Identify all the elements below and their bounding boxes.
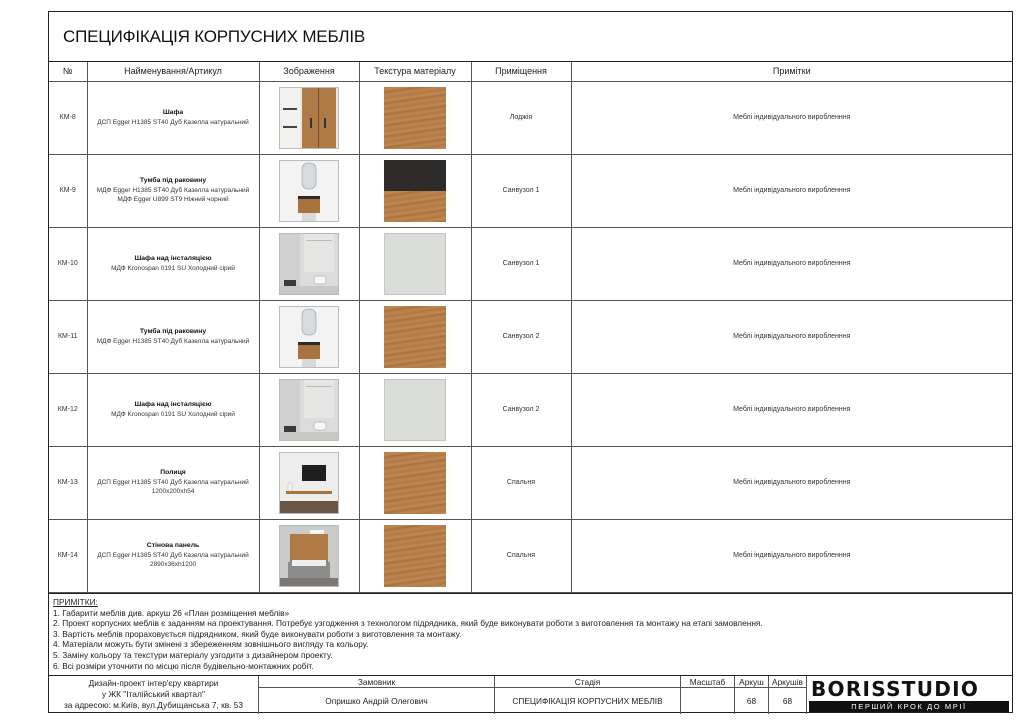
item-note: Меблі індивідуального виробленння (571, 373, 1012, 446)
image-cell (259, 154, 359, 227)
vanity-photo (279, 306, 339, 368)
item-name-cell (87, 300, 259, 373)
scale-value (681, 688, 735, 714)
title-block (49, 675, 1012, 713)
table-row (49, 519, 1012, 592)
stage-value: СПЕЦИФІКАЦІЯ КОРПУСНИХ МЕБЛІВ (495, 688, 681, 714)
sheets-value: 68 (769, 688, 807, 714)
item-material: МДФ Kronospan 0191 SU Холодний сірий (111, 410, 235, 418)
note-line: 5. Заміну кольору та текстури матеріалу узгодити з дизайнером проекту. (53, 649, 333, 660)
sheet-label: Аркуш (735, 676, 769, 688)
header-room: Приміщення (471, 62, 571, 81)
item-title: Шафа (162, 108, 184, 116)
item-room: Спальня (471, 446, 571, 519)
project-line: Дизайн-проект інтер'єру квартири (88, 678, 219, 688)
image-cell (259, 81, 359, 154)
note-line: 4. Матеріали можуть бути змінені з збереженням зовнішнього вигляду та кольору. (53, 639, 369, 650)
spec-sheet (48, 11, 1013, 713)
texture-cell (359, 373, 471, 446)
sheets-label: Аркушів (769, 676, 807, 688)
item-name-cell (87, 519, 259, 592)
item-room: Лоджія (471, 81, 571, 154)
item-name-cell (87, 373, 259, 446)
item-code: КМ-11 (49, 300, 87, 373)
cold-grey-swatch (384, 379, 446, 441)
bathroom-cabinet-photo (279, 379, 339, 441)
item-note: Меблі індивідуального виробленння (571, 446, 1012, 519)
bedroom-panel-photo (279, 525, 339, 587)
project-line: за адресою: м.Київ, вул.Дубищанська 7, кв. 53 (64, 700, 243, 710)
item-title: Тумба під раковину (139, 177, 207, 185)
table-header-row (49, 62, 1012, 81)
item-material: ДСП Egger H1385 ST40 Дуб Казелла натуральний (97, 479, 249, 486)
texture-cell (359, 227, 471, 300)
note-line: 1. Габарити меблів див. аркуш 26 «План розміщення меблів» (53, 607, 290, 618)
spec-table (49, 62, 1012, 593)
oak-wood-swatch (384, 452, 446, 514)
logo-tagline: ПЕРШИЙ КРОК ДО МРІЇ (809, 701, 1009, 712)
table-row (49, 227, 1012, 300)
notes-block (49, 593, 1012, 675)
title-bar (49, 12, 1012, 62)
header-no: № (49, 62, 87, 81)
item-note: Меблі індивідуального виробленння (571, 227, 1012, 300)
item-material: МДФ Kronospan 0191 SU Холодний сірий (111, 264, 235, 272)
client-value: Опришко Андрій Олегович (259, 688, 495, 714)
texture-cell (359, 154, 471, 227)
texture-cell (359, 300, 471, 373)
header-texture: Текстура матеріалу (359, 62, 471, 81)
project-info (49, 676, 259, 714)
table-row (49, 154, 1012, 227)
item-material: 2890х36хh1200 (149, 561, 197, 569)
page-title: СПЕЦИФІКАЦІЯ КОРПУСНИХ МЕБЛІВ (63, 27, 366, 46)
studio-logo (807, 676, 1012, 714)
item-room: Спальня (471, 519, 571, 592)
item-code: КМ-13 (49, 446, 87, 519)
item-title: Шафа над інсталяцією (134, 400, 212, 408)
note-line: 2. Проект корпусних меблів є заданням на проектування. Потребує узгодження з технологом підрядника, який буде виконувати роботи з виготовлення та монтажу на етапі замовлення. (53, 618, 763, 629)
oak-wood-swatch (384, 525, 446, 587)
item-room: Санвузол 2 (471, 373, 571, 446)
table-row (49, 446, 1012, 519)
notes-title: ПРИМІТКИ: (53, 597, 98, 607)
item-material: МДФ Egger U899 ST9 Ніжний чорний (117, 196, 229, 204)
item-name-cell (87, 154, 259, 227)
header-name: Найменування/Артикул (87, 62, 259, 81)
item-room: Санвузол 2 (471, 300, 571, 373)
item-code: КМ-12 (49, 373, 87, 446)
sheet-value: 68 (735, 688, 769, 714)
item-room: Санвузол 1 (471, 227, 571, 300)
item-note: Меблі індивідуального виробленння (571, 519, 1012, 592)
scale-label: Масштаб (681, 676, 735, 688)
item-title: Стінова панель (146, 542, 200, 550)
table-row (49, 300, 1012, 373)
oak-wood-swatch (384, 306, 446, 368)
vanity-photo (279, 160, 339, 222)
header-image: Зображення (259, 62, 359, 81)
cold-grey-swatch (384, 233, 446, 295)
table-row (49, 81, 1012, 154)
item-material: ДСП Egger H1385 ST40 Дуб Казелла натуральний (97, 552, 249, 559)
image-cell (259, 446, 359, 519)
item-note: Меблі індивідуального виробленння (571, 154, 1012, 227)
item-note: Меблі індивідуального виробленння (571, 81, 1012, 154)
item-name-cell (87, 81, 259, 154)
item-material: ДСП Egger H1385 ST40 Дуб Казелла натуральний (97, 118, 249, 126)
image-cell (259, 519, 359, 592)
item-code: КМ-8 (49, 81, 87, 154)
item-code: КМ-14 (49, 519, 87, 592)
bathroom-cabinet-photo (279, 233, 339, 295)
client-label: Замовник (259, 676, 495, 688)
item-code: КМ-9 (49, 154, 87, 227)
item-room: Санвузол 1 (471, 154, 571, 227)
wardrobe-photo (279, 87, 339, 149)
item-material: МДФ Egger H1385 ST40 Дуб Казелла натуральний (96, 187, 250, 194)
item-name-cell (87, 227, 259, 300)
texture-cell (359, 446, 471, 519)
texture-cell (359, 519, 471, 592)
project-line: у ЖК "Італійський квартал" (102, 689, 205, 699)
item-note: Меблі індивідуального виробленння (571, 300, 1012, 373)
item-title: Тумба під раковину (139, 327, 207, 335)
item-title: Полиця (160, 469, 186, 477)
logo-name: BORISSTUDIO (811, 677, 980, 701)
item-code: КМ-10 (49, 227, 87, 300)
image-cell (259, 373, 359, 446)
note-line: 6. Всі розміри уточнити по місцю після будівельно-монтажних робіт. (53, 660, 314, 671)
texture-cell (359, 81, 471, 154)
shelf-photo (279, 452, 339, 514)
item-material: МДФ Egger H1385 ST40 Дуб Казелла натуральний (96, 337, 250, 345)
item-title: Шафа над інсталяцією (134, 254, 212, 262)
image-cell (259, 227, 359, 300)
note-line: 3. Вартість меблів прораховується підрядником, який буде виконувати роботи з виготовлення та монтажу. (53, 628, 462, 639)
table-row (49, 373, 1012, 446)
item-name-cell (87, 446, 259, 519)
image-cell (259, 300, 359, 373)
header-notes: Примітки (571, 62, 1012, 81)
black-and-oak-swatch (384, 160, 446, 222)
oak-wood-swatch (384, 87, 446, 149)
item-material: 1200х200хh54 (151, 488, 195, 496)
stage-label: Стадія (495, 676, 681, 688)
